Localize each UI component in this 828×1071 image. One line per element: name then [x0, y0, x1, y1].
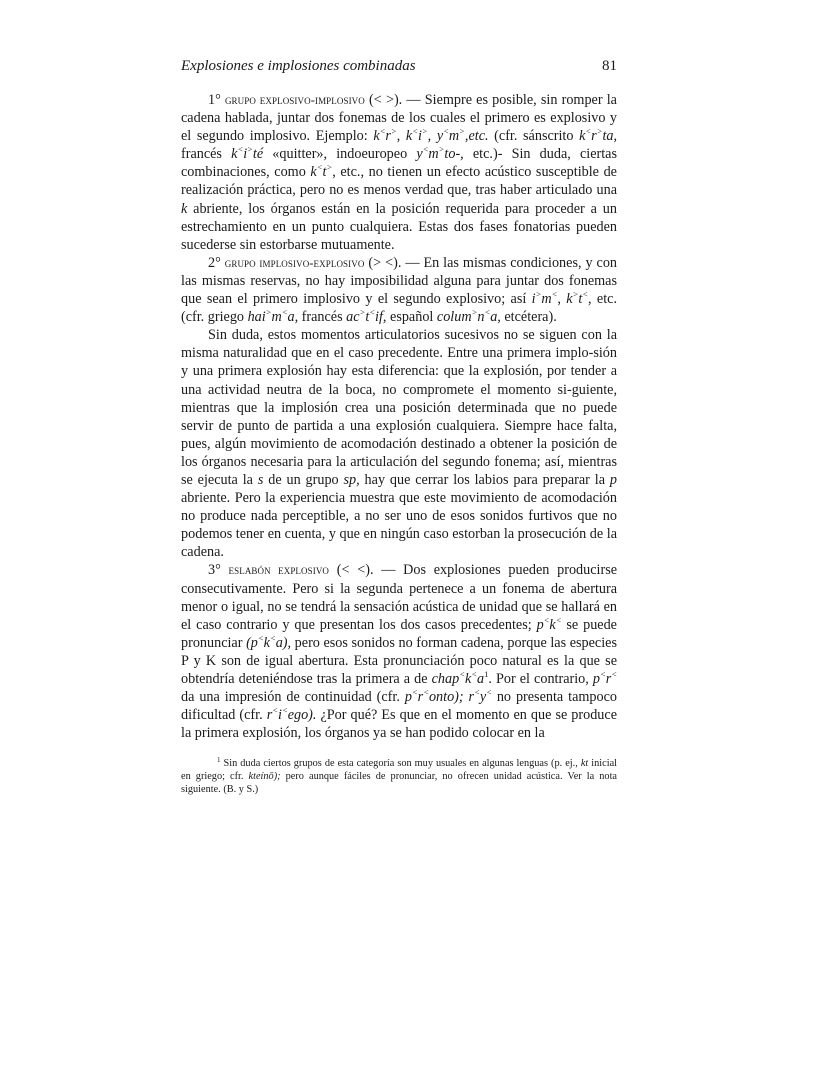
text: (cfr. sánscrito — [488, 128, 580, 145]
section-number: 1° — [208, 92, 221, 108]
example: s — [257, 471, 264, 488]
example: sp, — [343, 471, 360, 488]
paragraph-1: 1° grupo explosivo-implosivo (< >). — Siempre es posible, sin romper la cadena hablada, juntar dos fonemas de los cuales el primero es explosivo y el segundo implosivo. Ejemplo: k<r>, k<i>, y<m>,etc. (cfr. sánscrito k<r>ta, francés k<i>té «quitter», indoeuropeo y<m>to-, etc.)- Sin duda, ciertas combinaciones, como k<t>, etc., no tienen un efecto acústico susceptible de realización práctica, pero no es menos verdad que, tras haber articulado una k abriente, los órganos están en la posición requerida para proceder a un estrechamiento en un punto cualquiera. Estas dos fases fonatorias pueden sucederse sin estorbarse mutuamente. — [181, 92, 618, 253]
example: k<r> — [373, 126, 397, 145]
example: y<m>,etc. — [436, 126, 489, 145]
footnote-ref[interactable]: 1 — [484, 669, 489, 679]
example: p<k< — [536, 614, 562, 633]
example: i>m< — [531, 289, 558, 308]
example: hai>m<a, — [247, 307, 299, 326]
text: (< >). — Siempre es posible, sin romper la cadena hablada, juntar dos fonemas de los cuales el primero es explosivo y el segundo implosivo. Ejemplo: — [181, 92, 617, 145]
example: k — [181, 200, 188, 217]
paragraph-4: 3° eslabón explosivo (< <). — Dos explosiones pueden producirse consecutivamente. Pero si la segunda pertenece a un fonema de abertura menor o igual, no se tendrá la sensación acústica de unidad que se hallará en el caso contrario y que presentan los dos casos precedentes; p<k< se puede pronunciar (p<k<a), pero esos sonidos no forman cadena, porque las especies P y K son de igual abertura. Esta pronunciación poco natural es la que se obtendría deteniéndose tras la primera a de $chap^<k^<a^1$. Por el contrario, p<r< da una impresión de continuidad (cfr. p<r<onto); r<y< no presenta tampoco dificultad (cfr. r<i<ego). ¿Por qué? Es que en el momento en que se produce la primera explosión, los órganos ya se han podido colocar en la — [181, 562, 618, 742]
example: p — [609, 471, 617, 488]
example: r<i<ego). — [266, 705, 317, 724]
example: k>t< — [566, 289, 589, 308]
section-heading: eslabón explosivo — [228, 563, 330, 578]
example: k<r>ta, — [579, 126, 618, 145]
example: p<r< — [592, 669, 618, 687]
example: k<i>té — [231, 144, 264, 163]
paragraph-2: 2° grupo implosivo-explosivo (> <). — En las mismas condiciones, y con las mismas reservas, no hay imposibilidad alguna para juntar dos fonemas que sean el primero implosivo y el segundo explosivo; así i>m<, k>t<, etc. (cfr. griego hai>m<a, francés ac>t<if, español colum>n<a, etcétera). — [181, 254, 618, 326]
paragraph-3: Sin duda, estos momentos articulatorios sucesivos no se siguen con la misma naturalidad que en el caso precedente. Entre una primera implo-sión y una primera explosión hay esta diferencia: que la explosión, por tender a una actividad neutra de la boca, no compromete el momento si-guiente, mientras que la implosión crea una posición determinada que no puede servir de punto de partida a una explosión cualquiera. Siempre hace falta, pues, algún movimiento de acomodación destinado a obtener la posición de los órganos necesaria para la articulación del segundo fonema; así, mientras se ejecuta la s de un grupo sp, hay que cerrar los labios para preparar la p abriente. Pero la experiencia muestra que este movimiento de acomodación no produce nada perceptible, a no ser uno de esos sonidos furtivos que no podemos tener en cuenta, y que en ningún caso estorban la prosecución de la cadena. — [181, 327, 617, 561]
example: colum>n<a, — [436, 307, 501, 326]
body-text — [181, 91, 617, 742]
example: chap<k<a — [431, 669, 485, 687]
section-number: 2° — [208, 254, 221, 271]
example: p<r<onto); r<y< — [404, 687, 492, 706]
page-header — [181, 58, 617, 75]
footnote-mark: 1 — [217, 756, 221, 765]
example: (p<k<a), — [246, 632, 292, 651]
page-number: 81 — [602, 58, 617, 74]
running-title: Explosiones e implosiones combinadas — [181, 58, 416, 74]
section-number: 3° — [208, 562, 221, 579]
example: kt — [580, 758, 589, 770]
example: k<i> — [405, 126, 428, 145]
example: ac>t<if, — [346, 307, 387, 326]
footnote-text: $^1$ Sin duda ciertos grupos de esta categoría son muy usuales en algunas lenguas (p. ej., kt inicial en griego; cfr. kteínō); pero aunque fáciles de pronunciar, no ofrecen unidad acústica. Ver la nota siguiente. (B. y S.) — [181, 756, 618, 795]
example: k<t> — [310, 162, 333, 181]
example: kteínō); — [248, 770, 281, 782]
section-heading: grupo explosivo-implosivo — [224, 93, 365, 107]
footnote — [181, 758, 617, 796]
page — [181, 58, 617, 796]
example: y<m>to-, — [416, 144, 464, 163]
section-heading: grupo implosivo-explosivo — [224, 255, 365, 270]
